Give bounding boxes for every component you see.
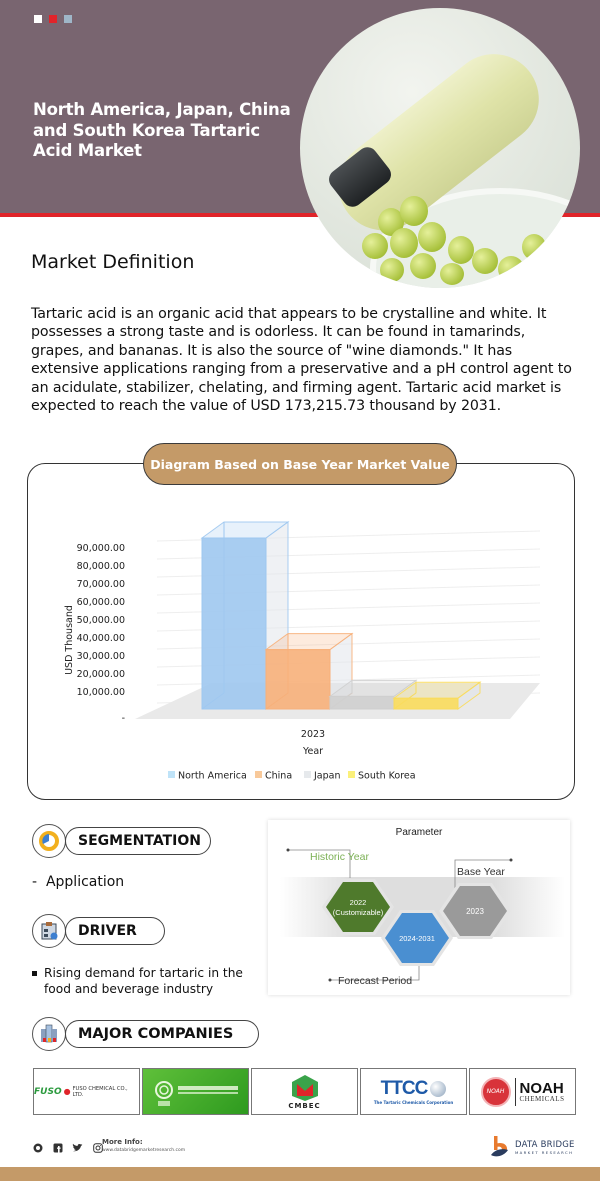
- bar-japan: [330, 696, 394, 709]
- segmentation-item-label: Application: [45, 874, 125, 890]
- twitter-icon[interactable]: [72, 1142, 83, 1153]
- forecast-period-label: Forecast Period: [338, 975, 413, 987]
- grape: [472, 248, 498, 274]
- noah-seal-text: NOAH: [486, 1088, 505, 1095]
- noah-mark-top: NOAH: [519, 1079, 564, 1097]
- globe-icon: [430, 1081, 446, 1097]
- data-bridge-logo-icon: [489, 1135, 511, 1159]
- green-company-emblem: [146, 1072, 246, 1112]
- noah-divider: [515, 1078, 516, 1106]
- y-tick-label: 90,000.00: [76, 543, 125, 554]
- grape: [498, 256, 524, 282]
- parameter-title: Parameter: [395, 827, 443, 838]
- logo-ttcc: [360, 1068, 467, 1115]
- page-title: North America, Japan, China and South Korea Tartaric Acid Market: [33, 100, 291, 160]
- pie-chart-icon: [38, 830, 60, 852]
- decor-dot-white: [34, 15, 42, 23]
- decor-dots: [34, 15, 72, 23]
- y-tick-label: -: [121, 713, 125, 724]
- historic-value-line1: 2022: [349, 898, 367, 907]
- company-logos: [33, 1068, 576, 1115]
- noah-mark-bottom: CHEMICALS: [519, 1094, 565, 1103]
- hero-image-wine-grapes: [300, 8, 580, 288]
- market-definition-text: Tartaric acid is an organic acid that appears to be crystalline and white. It possesses a strong taste and is odorless. It can be found in tamarinds, grapes, and bananas. It is also the source of "wine diamonds." It has extensive applications ranging from a preservative and a pH control agent to an acidulate, stabilizer, chelating, and firming agent. Tartaric acid market is expected to reach the value of USD 173,215.73 thousand by 2031.: [31, 306, 572, 415]
- bar-south-korea: [394, 698, 458, 709]
- driver-item: [32, 965, 262, 997]
- y-tick-label: 70,000.00: [76, 579, 125, 590]
- companies-label: MAJOR COMPANIES: [65, 1020, 259, 1048]
- whatsapp-icon[interactable]: [32, 1142, 43, 1153]
- grape: [522, 234, 546, 260]
- legend-swatch: [304, 771, 311, 778]
- parameter-diagram: [268, 820, 570, 995]
- fuso-name: FUSO CHEMICAL CO., LTD.: [72, 1085, 128, 1098]
- ttcc-name: The Tartaric Chemicals Corporation: [373, 1100, 454, 1105]
- logo-cmbec: [251, 1068, 358, 1115]
- base-dot: [510, 859, 513, 862]
- y-axis-label: USD Thousand: [64, 605, 75, 675]
- base-year-label: Base Year: [457, 866, 505, 878]
- y-tick-label: 20,000.00: [76, 669, 125, 680]
- cmbec-mark: CMBEC: [288, 1101, 321, 1110]
- driver-icon: [32, 914, 66, 948]
- bar-china: [266, 650, 330, 709]
- legend-swatch: [168, 771, 175, 778]
- x-axis-label: Year: [302, 746, 324, 757]
- logo-noah: [469, 1068, 576, 1115]
- legend-label: South Korea: [358, 770, 416, 782]
- grape: [448, 236, 474, 264]
- base-value: 2023: [466, 907, 484, 916]
- grape: [440, 263, 464, 285]
- square-bullet: [32, 971, 37, 976]
- grape: [362, 233, 388, 259]
- x-tick-label: 2023: [300, 729, 326, 740]
- legend-label: China: [265, 770, 293, 782]
- forecast-value: 2024-2031: [399, 934, 435, 943]
- logo-fuso: [33, 1068, 140, 1115]
- footer-bar: [0, 1167, 600, 1181]
- clipboard-icon: [38, 920, 60, 942]
- legend-swatch: [255, 771, 262, 778]
- ttcc-row: [381, 1078, 447, 1100]
- grape: [400, 196, 428, 226]
- fuso-apple-icon: ●: [63, 1087, 71, 1096]
- segmentation-item: [32, 874, 124, 890]
- legend-swatch: [348, 771, 355, 778]
- legend-label: Japan: [314, 770, 341, 782]
- y-tick-label: 40,000.00: [76, 633, 125, 644]
- noah-seal-icon: [481, 1077, 511, 1107]
- y-tick-label: 30,000.00: [76, 651, 125, 662]
- segmentation-icon: [32, 824, 66, 858]
- decor-dot-red: [49, 15, 57, 23]
- companies-icon: [32, 1017, 66, 1051]
- more-info-label: More Info:: [102, 1138, 143, 1146]
- legend-label: North America: [178, 770, 247, 782]
- historic-dot: [287, 849, 290, 852]
- bar-chart: [40, 500, 560, 790]
- buildings-icon: [38, 1023, 60, 1045]
- grape: [390, 228, 418, 258]
- grape: [410, 253, 436, 279]
- grape: [380, 258, 404, 282]
- brand-name: DATA BRIDGE: [515, 1139, 575, 1150]
- brand-subtitle: MARKET RESEARCH: [515, 1149, 574, 1155]
- driver-label: DRIVER: [65, 917, 165, 945]
- driver-item-text: Rising demand for tartaric in the food and beverage industry: [44, 966, 243, 996]
- logo-green-company: [142, 1068, 249, 1115]
- cmbec-emblem: [290, 1074, 320, 1102]
- y-tick-label: 80,000.00: [76, 561, 125, 572]
- grape: [418, 222, 446, 252]
- brand-logo: [489, 1135, 575, 1159]
- segmentation-label: SEGMENTATION: [65, 827, 211, 855]
- ttcc-mark: TTCC: [380, 1078, 428, 1099]
- noah-wordmark: [520, 1081, 565, 1103]
- chart-title: Diagram Based on Base Year Market Value: [143, 443, 457, 485]
- fuso-mark: FUSO: [34, 1086, 62, 1097]
- y-tick-label: 10,000.00: [76, 687, 125, 698]
- y-tick-label: 60,000.00: [76, 597, 125, 608]
- historic-value-line2: (Customizable): [332, 908, 384, 917]
- parameter-panel: [268, 820, 570, 995]
- social-icons: [32, 1142, 103, 1153]
- market-definition-heading: Market Definition: [31, 251, 195, 273]
- bar-north-america: [202, 538, 266, 709]
- decor-dot-blue: [64, 15, 72, 23]
- facebook-icon[interactable]: [52, 1142, 63, 1153]
- y-tick-label: 50,000.00: [76, 615, 125, 626]
- brand-text: [515, 1140, 575, 1155]
- website-link[interactable]: www.databridgemarketresearch.com: [102, 1148, 186, 1153]
- forecast-dot: [329, 979, 332, 982]
- historic-year-label: Historic Year: [310, 851, 369, 863]
- dash-bullet: -: [32, 874, 46, 890]
